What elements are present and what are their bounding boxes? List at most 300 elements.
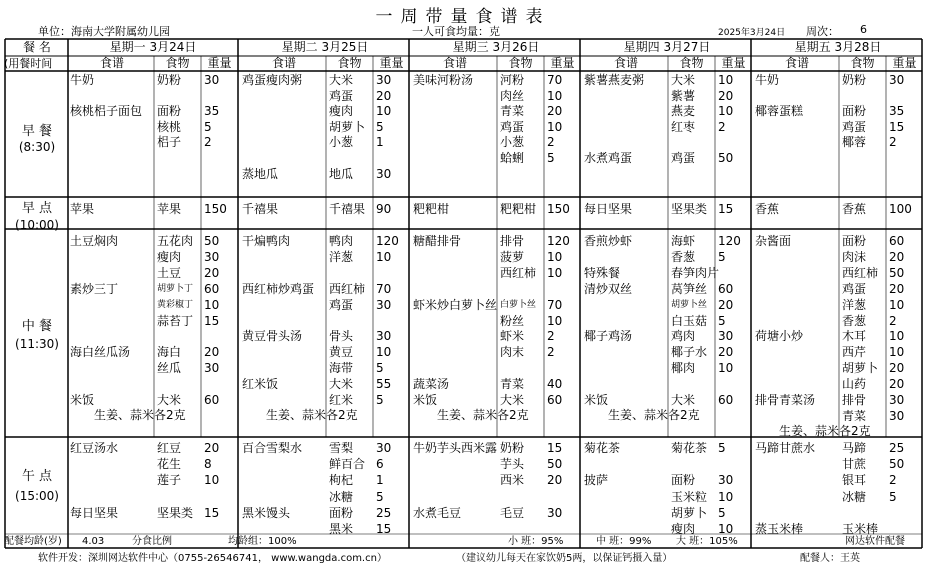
breakfast-weight: 10	[718, 73, 734, 87]
breakfast-weight: 2	[547, 135, 555, 150]
afternoon-snack-food: 花生	[157, 457, 182, 472]
breakfast-weight: 15	[889, 119, 905, 134]
breakfast-weight: 5	[547, 151, 555, 165]
morning-snack-dish: 每日坚果	[584, 202, 633, 216]
breakfast-dish: 紫薯燕麦粥	[584, 73, 645, 87]
sub-header-food: 食物	[508, 56, 533, 70]
day-header-3: 星期三 3月26日	[452, 40, 540, 54]
breakfast-weight: 50	[718, 151, 734, 165]
day-header-2: 星期二 3月25日	[281, 40, 369, 54]
day-header-4: 星期四 3月27日	[623, 40, 711, 54]
lunch-weight: 10	[376, 345, 392, 360]
afternoon-snack-dish: 水煮毛豆	[413, 505, 462, 520]
lunch-food: 胡萝卜	[842, 361, 879, 376]
breakfast-dish: 牛奶	[755, 73, 780, 87]
afternoon-snack-weight: 10	[718, 489, 734, 504]
summary-item-5: 中 班：99%	[596, 536, 652, 547]
day-header-5: 星期五 3月28日	[794, 40, 882, 54]
breakfast-food: 鸡蛋	[500, 119, 525, 134]
afternoon-snack-food: 莲子	[157, 473, 182, 488]
footer	[0, 537, 926, 564]
lunch-food: 鸡肉	[671, 329, 696, 344]
lunch-food: 虾米	[500, 329, 525, 344]
breakfast-weight: 30	[204, 73, 220, 87]
afternoon-snack-weight: 30	[547, 505, 563, 520]
afternoon-snack-dish: 红豆汤水	[70, 441, 119, 455]
breakfast-weight: 35	[889, 104, 905, 119]
lunch-dish: 米饭	[70, 393, 95, 407]
breakfast-weight: 70	[547, 73, 563, 87]
lunch-food: 洋葱	[329, 249, 354, 264]
lunch-dish: 排骨青菜汤	[755, 393, 816, 407]
breakfast-food: 大米	[329, 73, 354, 87]
lunch-food: 粉丝	[500, 313, 525, 328]
lunch-dish: 黄豆骨头汤	[242, 329, 303, 344]
breakfast-weight: 30	[376, 166, 392, 181]
lunch-weight: 10	[889, 345, 905, 360]
lunch-dish: 清炒双丝	[584, 281, 633, 296]
lunch-weight: 10	[718, 361, 734, 376]
lunch-weight: 10	[376, 249, 392, 264]
breakfast-weight: 2	[204, 135, 212, 150]
lunch-food: 海带	[329, 361, 354, 376]
lunch-food: 鸡蛋	[329, 297, 354, 312]
afternoon-snack-food: 枸杞	[329, 473, 354, 488]
afternoon-snack-weight: 5	[718, 505, 726, 520]
breakfast-weight: 5	[204, 119, 212, 134]
afternoon-snack-food: 雪梨	[329, 441, 354, 455]
lunch-dish: 杂酱面	[755, 234, 792, 248]
afternoon-snack-food: 瘦肉	[671, 522, 696, 536]
breakfast-dish: 鸡蛋瘦肉粥	[242, 73, 303, 87]
afternoon-snack-weight: 10	[204, 473, 220, 488]
milk-advice: （建议幼儿每天在家饮奶5两，以保证钙摄入量）	[456, 553, 673, 564]
lunch-weight: 30	[204, 361, 220, 376]
lunch-weight: 60	[204, 393, 220, 407]
sub-header-dish: 食谱	[784, 56, 809, 70]
lunch-dish: 红米饭	[242, 377, 279, 392]
lunch-weight: 60	[718, 281, 734, 296]
afternoon-snack-food: 黑米	[329, 522, 354, 536]
lunch-weight: 15	[204, 313, 220, 328]
lunch-food: 五花肉	[157, 234, 194, 248]
lunch-dish: 荷塘小炒	[755, 329, 804, 344]
summary-item-2: 分食比例	[132, 536, 172, 547]
lunch-food: 胡萝卜丝	[671, 299, 708, 310]
sub-header-weight: 重量	[379, 56, 404, 70]
seasoning-note: 生姜、蒜米各2克	[608, 408, 700, 422]
morning-snack-food: 香蕉	[842, 202, 867, 216]
afternoon-snack-weight: 50	[889, 457, 905, 472]
lunch-weight: 20	[889, 361, 905, 376]
breakfast-weight: 2	[718, 119, 726, 134]
morning-snack-food: 千禧果	[329, 202, 366, 216]
breakfast-food: 紫薯	[671, 88, 696, 103]
lunch-food: 香葱	[842, 313, 867, 328]
afternoon-snack-dish: 菊花茶	[584, 441, 621, 455]
breakfast-weight: 1	[376, 135, 384, 150]
breakfast-food: 河粉	[500, 73, 525, 87]
unit-label: 单位：海南大学附属幼儿园	[38, 25, 170, 38]
lunch-food: 白萝卜丝	[500, 299, 537, 310]
seasoning-note: 生姜、蒜米各2克	[94, 408, 186, 422]
afternoon-snack-weight: 15	[376, 522, 392, 536]
morning-snack-weight: 15	[718, 202, 734, 216]
breakfast-dish: 核桃梠子面包	[70, 104, 143, 119]
meal-name: 午 点	[21, 469, 53, 484]
lunch-food: 木耳	[842, 329, 867, 344]
lunch-food: 香葱	[671, 249, 696, 264]
lunch-food: 土豆	[157, 265, 182, 280]
summary-item-4: 小 班：95%	[508, 536, 564, 547]
breakfast-food: 梠子	[157, 135, 182, 150]
lunch-food: 骨头	[329, 329, 354, 344]
breakfast-weight: 10	[547, 119, 563, 134]
lunch-weight: 2	[889, 313, 897, 328]
breakfast-dish: 美味河粉汤	[413, 73, 474, 87]
breakfast-food: 鸡蛋	[842, 119, 867, 134]
breakfast-food: 奶粉	[157, 73, 182, 87]
lunch-food: 大米	[329, 377, 354, 392]
lunch-weight: 120	[376, 234, 399, 248]
breakfast-food: 鸡蛋	[329, 88, 354, 103]
meal-name: 中 餐	[21, 319, 53, 334]
lunch-weight: 50	[204, 234, 220, 248]
seasoning-note: 生姜、蒜米各2克	[779, 424, 871, 438]
lunch-weight: 120	[547, 234, 570, 248]
developer-credit: 软件开发：深圳网达软件中心（0755-26546741， www.wangda.com.cn）	[38, 553, 387, 564]
lunch-weight: 5	[718, 249, 726, 264]
breakfast-dish: 蒸地瓜	[242, 166, 279, 181]
lunch-dish: 蔬菜汤	[413, 377, 450, 392]
lunch-dish: 特殊餐	[584, 265, 621, 280]
breakfast-weight: 10	[718, 104, 734, 119]
sub-header-food: 食物	[337, 56, 362, 70]
lunch-weight: 60	[204, 281, 220, 296]
breakfast-food: 瘦肉	[329, 104, 354, 119]
meal-name: 早 点	[21, 201, 53, 216]
breakfast-weight: 30	[376, 73, 392, 87]
morning-snack-food: 粑粑柑	[500, 202, 537, 216]
afternoon-snack-weight: 30	[376, 441, 392, 455]
sub-header-weight: 重量	[892, 56, 917, 70]
meal-time: (11:30)	[15, 337, 59, 351]
time-column-header: (用餐时间	[4, 57, 53, 70]
afternoon-snack-dish: 每日坚果	[70, 505, 119, 520]
lunch-dish: 香煎炒虾	[584, 234, 633, 248]
meal-time: (15:00)	[15, 489, 59, 503]
lunch-food: 青菜	[842, 408, 867, 423]
lunch-weight: 10	[547, 265, 563, 280]
afternoon-snack-dish: 黑米馒头	[242, 505, 291, 520]
afternoon-snack-weight: 6	[376, 457, 384, 472]
breakfast-food: 鸡蛋	[671, 151, 696, 165]
lunch-dish: 米饭	[584, 393, 609, 407]
lunch-food: 红米	[329, 393, 354, 407]
meal-column-header: 餐 名	[23, 40, 51, 54]
lunch-weight: 10	[889, 297, 905, 312]
lunch-food: 青菜	[500, 377, 525, 392]
lunch-food: 胡萝卜丁	[157, 283, 194, 294]
sub-header-dish: 食谱	[99, 56, 124, 70]
afternoon-snack-food: 芋头	[500, 457, 525, 472]
lunch-food: 西红柿	[842, 265, 879, 280]
lunch-weight: 120	[718, 234, 741, 248]
morning-snack-weight: 100	[889, 202, 912, 216]
lunch-food: 肉沫	[842, 249, 867, 264]
afternoon-snack-weight: 30	[718, 473, 734, 488]
lunch-food: 大米	[500, 393, 525, 407]
lunch-food: 鸡蛋	[842, 281, 867, 296]
lunch-food: 肉末	[500, 345, 525, 360]
lunch-weight: 20	[204, 345, 220, 360]
afternoon-snack-weight: 15	[547, 441, 563, 455]
lunch-dish: 干煸鸭肉	[242, 234, 291, 248]
sub-header-food: 食物	[165, 56, 190, 70]
breakfast-food: 蛤蜊	[500, 151, 525, 165]
afternoon-snack-food: 奶粉	[500, 441, 525, 455]
afternoon-snack-food: 鲜百合	[329, 457, 366, 472]
lunch-weight: 30	[889, 408, 905, 423]
morning-snack-weight: 150	[547, 202, 570, 216]
breakfast-dish: 牛奶	[70, 73, 95, 87]
sub-header-dish: 食谱	[271, 56, 296, 70]
lunch-weight: 2	[547, 329, 555, 344]
breakfast-food: 燕麦	[671, 104, 696, 119]
afternoon-snack-food: 玉米棒	[842, 522, 879, 536]
breakfast-food: 胡萝卜	[329, 119, 366, 134]
afternoon-snack-weight: 5	[718, 441, 726, 455]
lunch-weight: 20	[889, 249, 905, 264]
lunch-weight: 20	[718, 345, 734, 360]
morning-snack-weight: 150	[204, 202, 227, 216]
breakfast-weight: 10	[547, 88, 563, 103]
lunch-food: 大米	[157, 393, 182, 407]
meal-name: 早 餐	[21, 124, 53, 139]
week-label: 周次：	[806, 25, 839, 38]
lunch-dish: 虾米炒白萝卜丝	[413, 297, 498, 312]
sub-header-food: 食物	[850, 56, 875, 70]
breakfast-food: 地瓜	[329, 166, 354, 181]
lunch-weight: 70	[376, 281, 392, 296]
lunch-weight: 5	[718, 313, 726, 328]
afternoon-snack-food: 坚果类	[157, 505, 194, 520]
lunch-food: 黄豆	[329, 345, 354, 360]
lunch-food: 西红柿	[500, 265, 537, 280]
sub-header-weight: 重量	[550, 56, 575, 70]
meal-time: (10:00)	[15, 218, 59, 232]
lunch-weight: 30	[718, 329, 734, 344]
lunch-dish: 椰子鸡汤	[584, 329, 633, 344]
afternoon-snack-weight: 1	[376, 473, 384, 488]
lunch-food: 黄彩椒丁	[157, 299, 194, 310]
lunch-weight: 20	[889, 377, 905, 392]
breakfast-weight: 2	[889, 135, 897, 150]
afternoon-snack-food: 甘蔗	[842, 457, 867, 472]
breakfast-weight: 20	[376, 88, 392, 103]
afternoon-snack-food: 胡萝卜	[671, 505, 708, 520]
lunch-weight: 10	[889, 329, 905, 344]
breakfast-food: 小葱	[329, 135, 354, 150]
breakfast-food: 面粉	[157, 104, 182, 119]
lunch-weight: 10	[204, 297, 220, 312]
lunch-food: 海虾	[671, 234, 696, 248]
sub-header-weight: 重量	[721, 56, 746, 70]
afternoon-snack-weight: 15	[204, 505, 220, 520]
lunch-dish: 土豆焖肉	[70, 234, 119, 248]
summary-item-0: 配餐均龄(岁)	[4, 536, 62, 547]
lunch-weight: 40	[547, 377, 563, 392]
lunch-food: 鸭肉	[329, 234, 354, 248]
breakfast-weight: 5	[376, 119, 384, 134]
breakfast-dish: 椰蓉蛋糕	[755, 104, 804, 119]
breakfast-dish: 水煮鸡蛋	[584, 151, 633, 165]
lunch-food: 海白	[157, 345, 182, 360]
summary-item-3: 均龄组：100%	[228, 536, 297, 547]
afternoon-snack-food: 西米	[500, 473, 525, 488]
afternoon-snack-dish: 披萨	[584, 473, 609, 488]
seasoning-note: 生姜、蒜米各2克	[266, 408, 358, 422]
afternoon-snack-food: 冰糖	[329, 489, 354, 504]
lunch-weight: 60	[718, 393, 734, 407]
lunch-weight: 30	[204, 249, 220, 264]
breakfast-food: 大米	[671, 73, 696, 87]
breakfast-weight: 20	[547, 104, 563, 119]
afternoon-snack-food: 面粉	[671, 473, 696, 488]
afternoon-snack-weight: 2	[889, 473, 897, 488]
breakfast-food: 肉丝	[500, 88, 525, 103]
lunch-food: 洋葱	[842, 297, 867, 312]
lunch-weight: 10	[547, 313, 563, 328]
lunch-food: 丝瓜	[157, 361, 182, 376]
lunch-food: 蒜苔丁	[157, 313, 194, 328]
lunch-weight: 5	[376, 393, 384, 407]
breakfast-food: 青菜	[500, 104, 525, 119]
lunch-weight: 10	[547, 249, 563, 264]
lunch-food: 排骨	[842, 393, 867, 407]
lunch-dish: 海白丝瓜汤	[70, 345, 131, 360]
lunch-weight: 30	[376, 297, 392, 312]
day-header-1: 星期一 3月24日	[109, 40, 197, 54]
lunch-weight: 60	[547, 393, 563, 407]
afternoon-snack-food: 冰糖	[842, 489, 867, 504]
breakfast-food: 奶粉	[842, 73, 867, 87]
breakfast-food: 面粉	[842, 104, 867, 119]
afternoon-snack-dish: 蒸玉米棒	[755, 522, 804, 536]
lunch-weight: 30	[889, 393, 905, 407]
lunch-food: 白玉菇	[671, 313, 708, 328]
lunch-weight: 30	[376, 329, 392, 344]
lunch-weight: 70	[547, 297, 563, 312]
afternoon-snack-food: 马蹄	[842, 441, 867, 455]
afternoon-snack-dish: 百合雪梨水	[242, 441, 303, 455]
lunch-dish: 米饭	[413, 393, 438, 407]
afternoon-snack-food: 银耳	[842, 473, 867, 488]
breakfast-food: 椰蓉	[842, 135, 867, 150]
afternoon-snack-weight: 25	[376, 505, 392, 520]
morning-snack-dish: 香蕉	[755, 202, 780, 216]
lunch-weight: 55	[376, 377, 392, 392]
lunch-food: 西红柿	[329, 281, 366, 296]
lunch-food: 排骨	[500, 234, 525, 248]
sub-header-food: 食物	[679, 56, 704, 70]
lunch-weight: 20	[718, 297, 734, 312]
date-label: 2025年3月24日	[718, 28, 786, 38]
afternoon-snack-weight: 25	[889, 441, 905, 455]
lunch-food: 面粉	[842, 234, 867, 248]
week-number: 6	[860, 23, 867, 36]
sub-header-dish: 食谱	[442, 56, 467, 70]
lunch-dish: 糖醋排骨	[413, 234, 462, 248]
breakfast-weight: 35	[204, 104, 220, 119]
morning-snack-weight: 90	[376, 202, 392, 216]
breakfast-weight: 30	[889, 73, 905, 87]
afternoon-snack-food: 毛豆	[500, 505, 525, 520]
morning-snack-dish: 苹果	[70, 202, 95, 216]
planner-name: 配餐人：王英	[800, 553, 860, 564]
morning-snack-dish: 粑粑柑	[413, 202, 450, 216]
lunch-food: 菠萝	[500, 249, 525, 264]
lunch-food: 莴笋丝	[671, 281, 708, 296]
afternoon-snack-dish: 牛奶芋头西米露	[413, 441, 498, 455]
lunch-weight: 50	[889, 265, 905, 280]
afternoon-snack-weight: 5	[376, 489, 384, 504]
lunch-weight: 60	[889, 234, 905, 248]
lunch-dish: 素炒三丁	[70, 281, 119, 296]
lunch-food: 西芹	[842, 345, 867, 360]
lunch-weight: 20	[204, 265, 220, 280]
summary-item-1: 4.03	[82, 536, 105, 547]
breakfast-food: 红枣	[671, 119, 696, 134]
afternoon-snack-weight: 50	[547, 457, 563, 472]
afternoon-snack-food: 红豆	[157, 441, 182, 455]
page-title: 一周带量食谱表	[375, 7, 551, 27]
summary-item-7: 网达软件配餐	[845, 536, 905, 547]
lunch-weight: 5	[376, 361, 384, 376]
morning-snack-food: 苹果	[157, 202, 182, 216]
lunch-food: 春笋肉片	[671, 265, 720, 280]
lunch-weight: 2	[547, 345, 555, 360]
lunch-food: 椰子水	[671, 345, 708, 360]
afternoon-snack-food: 玉米粒	[671, 489, 708, 504]
summary-item-6: 大 班：105%	[676, 536, 738, 547]
sub-header-dish: 食谱	[613, 56, 638, 70]
lunch-food: 椰肉	[671, 361, 696, 376]
afternoon-snack-weight: 10	[718, 522, 734, 536]
lunch-dish: 西红柿炒鸡蛋	[242, 281, 315, 296]
breakfast-food: 小葱	[500, 135, 525, 150]
seasoning-note: 生姜、蒜米各2克	[437, 408, 529, 422]
lunch-food: 瘦肉	[157, 249, 182, 264]
afternoon-snack-weight: 5	[889, 489, 897, 504]
afternoon-snack-weight: 8	[204, 457, 212, 472]
breakfast-food: 核桃	[157, 119, 182, 134]
afternoon-snack-dish: 马蹄甘蔗水	[755, 441, 816, 455]
breakfast-weight: 20	[718, 88, 734, 103]
morning-snack-dish: 千禧果	[242, 202, 279, 216]
afternoon-snack-food: 面粉	[329, 505, 354, 520]
lunch-food: 大米	[671, 393, 696, 407]
per-person-label: 一人可食均量：克	[412, 25, 500, 38]
lunch-food: 山药	[842, 377, 867, 392]
afternoon-snack-weight: 20	[547, 473, 563, 488]
afternoon-snack-weight: 20	[204, 441, 220, 455]
lunch-weight: 20	[889, 281, 905, 296]
meal-time: (8:30)	[18, 140, 56, 154]
sub-header-weight: 重量	[207, 56, 232, 70]
morning-snack-food: 坚果类	[671, 202, 708, 216]
breakfast-weight: 10	[376, 104, 392, 119]
